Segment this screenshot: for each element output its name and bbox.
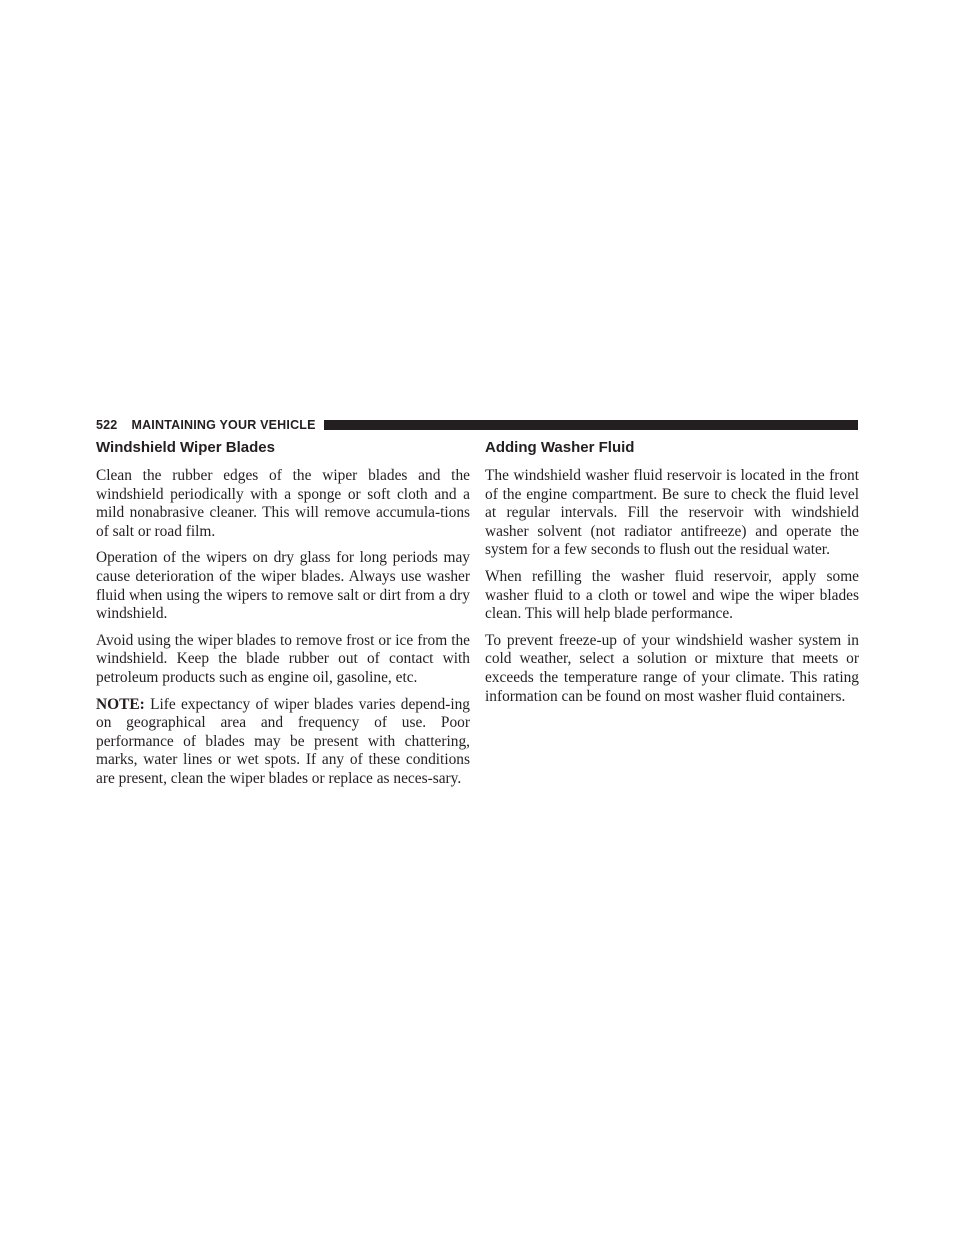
left-column — [96, 438, 470, 797]
wiper-paragraph-1: Clean the rubber edges of the wiper blades and the windshield periodically with a sponge or soft cloth and a mild nonabrasive cleaner. This will remove accumula-tions of salt or road film. — [96, 467, 470, 540]
washer-paragraph-3: To prevent freeze-up of your windshield washer system in cold weather, select a solution or mixture that meets or exceeds the temperature range of your climate. This rating information can be found on most washer fluid containers. — [485, 631, 859, 705]
wiper-blades-heading: Windshield Wiper Blades — [96, 439, 275, 456]
note-text: Life expectancy of wiper blades varies depend-ing on geographical area and frequency of use. Poor performance of blades may be present with chattering, marks, water lines or wet spots. If any of these conditions are present, clean the wiper blades or replace as neces-sary. — [96, 695, 470, 787]
wiper-paragraph-2: Operation of the wipers on dry glass for long periods may cause deterioration of the wiper blades. Always use washer fluid when using the wipers to remove salt or dirt from a dry windshield. — [96, 549, 470, 623]
note-label: NOTE: — [96, 695, 145, 713]
right-column — [485, 438, 859, 714]
page-header — [96, 416, 858, 434]
wiper-paragraph-3: Avoid using the wiper blades to remove frost or ice from the windshield. Keep the blade rubber out of contact with petroleum products such as engine oil, gasoline, etc. — [96, 631, 470, 686]
wiper-note — [96, 696, 470, 789]
section-title: MAINTAINING YOUR VEHICLE — [131, 418, 316, 432]
washer-fluid-heading: Adding Washer Fluid — [485, 439, 635, 456]
header-rule — [324, 420, 858, 430]
page-number: 522 — [96, 418, 118, 432]
washer-paragraph-2: When refilling the washer fluid reservoir, apply some washer fluid to a cloth or towel and wipe the wiper blades clean. This will help blade performance. — [485, 567, 859, 623]
washer-paragraph-1: The windshield washer fluid reservoir is located in the front of the engine compartment. Be sure to check the fluid level at regular intervals. Fill the reservoir with windshield washer solvent (not radiator antifreeze) and operate the system for a few seconds to flush out the residual water. — [485, 467, 859, 559]
